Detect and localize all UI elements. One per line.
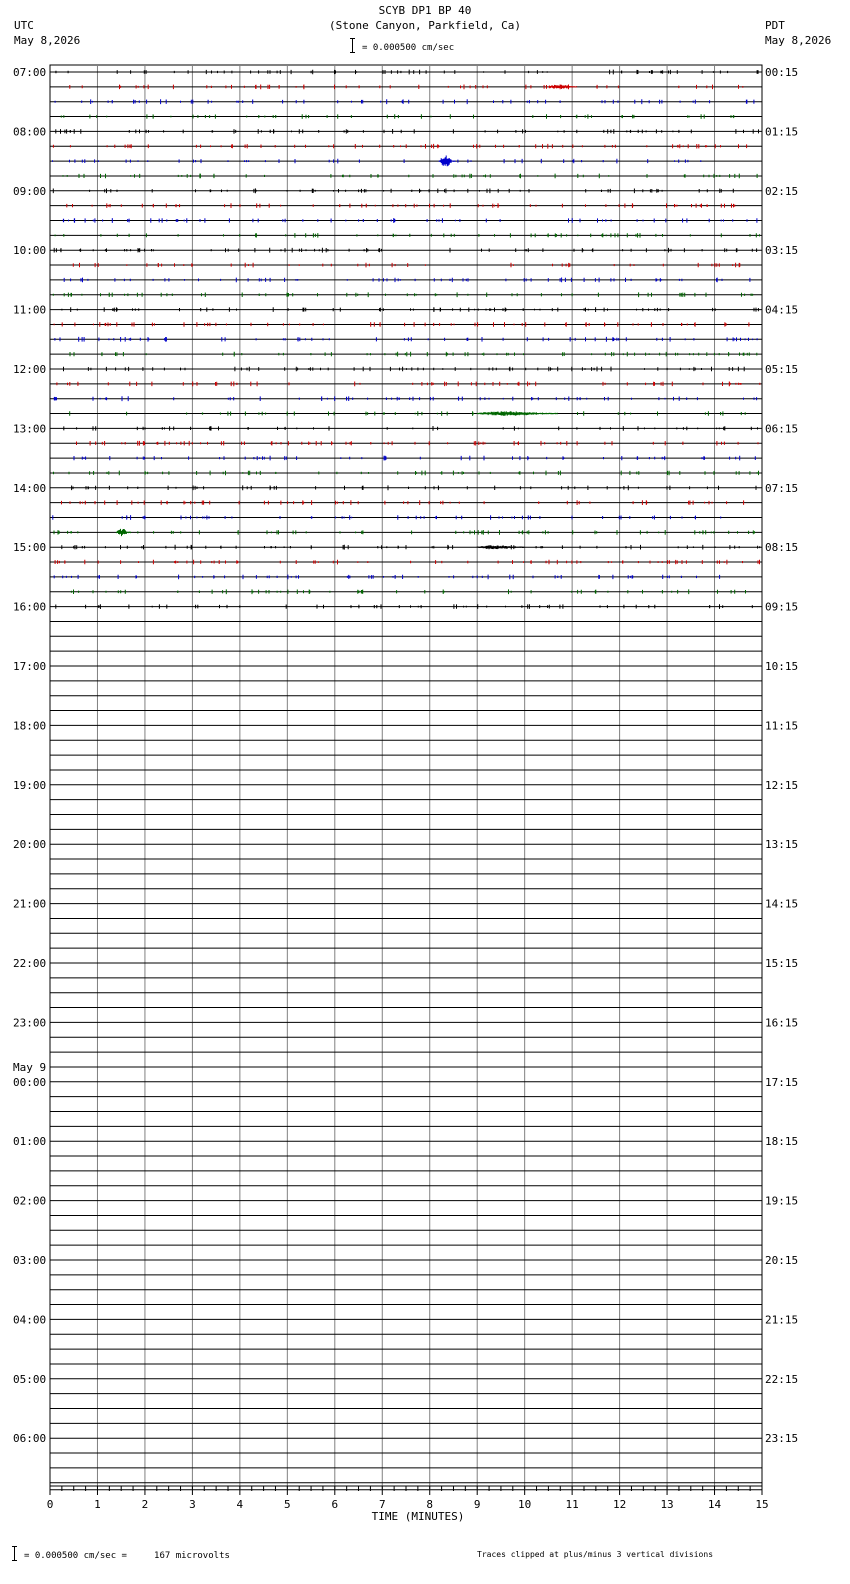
utc-hour-label: 07:00	[13, 66, 47, 79]
x-axis-title: TIME (MINUTES)	[371, 1510, 465, 1523]
pdt-hour-label: 22:15	[765, 1372, 799, 1386]
scale-label: = 0.000500 cm/sec	[362, 43, 455, 53]
x-tick-label: 8	[426, 1498, 434, 1511]
footer-scale-note: = 0.000500 cm/sec = 167 microvolts	[24, 1551, 230, 1561]
utc-hour-label: 23:00	[13, 1016, 47, 1030]
x-tick-label: 3	[189, 1498, 196, 1511]
utc-hour-label: 08:00	[13, 125, 47, 139]
utc-hour-label: 14:00	[13, 481, 47, 495]
x-tick-label: 5	[284, 1498, 291, 1511]
footer-scale-icon	[12, 1546, 17, 1561]
pdt-hour-label: 21:15	[765, 1313, 799, 1327]
station-location: (Stone Canyon, Parkfield, Ca)	[328, 19, 522, 32]
pdt-hour-label: 14:15	[765, 897, 799, 911]
pdt-hour-label: 12:15	[765, 778, 799, 792]
utc-hour-label: 17:00	[13, 660, 47, 673]
utc-hour-label: 13:00	[13, 422, 47, 436]
pdt-hour-label: 05:15	[765, 363, 799, 376]
x-tick-label: 11	[565, 1498, 579, 1511]
x-tick-label: 12	[612, 1498, 627, 1511]
utc-date: May 8,2026	[14, 34, 81, 47]
seismic-event	[477, 545, 524, 549]
x-tick-label: 9	[473, 1498, 481, 1511]
utc-hour-label: 15:00	[13, 541, 47, 555]
pdt-hour-label: 15:15	[765, 957, 799, 970]
pdt-hour-label: 06:15	[765, 422, 799, 436]
pdt-hour-label: 00:15	[765, 66, 799, 79]
pdt-label: PDT	[765, 19, 785, 32]
utc-hour-label: 21:00	[13, 897, 47, 911]
pdt-hour-label: 23:15	[765, 1432, 799, 1446]
utc-hour-label: 16:00	[13, 600, 47, 614]
utc-hour-label: 02:00	[13, 1194, 47, 1208]
pdt-hour-label: 10:15	[765, 660, 799, 673]
pdt-hour-label: 18:15	[765, 1135, 799, 1149]
utc-hour-label: 01:00	[13, 1135, 47, 1149]
pdt-date: May 8,2026	[765, 34, 832, 47]
seismic-event	[477, 411, 557, 416]
x-tick-label: 15	[755, 1498, 769, 1511]
utc-hour-label: 11:00	[13, 303, 47, 317]
pdt-hour-label: 03:15	[765, 244, 799, 258]
utc-hour-label: 09:00	[13, 184, 47, 198]
x-tick-label: 6	[331, 1498, 339, 1511]
utc-hour-label: 06:00	[13, 1432, 47, 1446]
pdt-hour-label: 11:15	[765, 719, 799, 733]
x-tick-label: 10	[518, 1498, 532, 1511]
x-tick-label: 13	[660, 1498, 674, 1511]
pdt-hour-label: 08:15	[765, 541, 799, 555]
x-tick-label: 2	[141, 1498, 149, 1511]
pdt-hour-label: 07:15	[765, 481, 799, 495]
page-title: SCYB DP1 BP 40	[378, 4, 472, 17]
utc-hour-label: 19:00	[13, 778, 47, 792]
pdt-hour-label: 04:15	[765, 303, 799, 317]
footer-clip-note: Traces clipped at plus/minus 3 vertical divisions	[477, 1550, 714, 1559]
utc-date-change-label: May 9	[13, 1060, 47, 1074]
x-tick-label: 1	[94, 1498, 101, 1511]
plot-frame	[50, 65, 762, 1490]
utc-hour-label: 12:00	[13, 363, 47, 376]
pdt-hour-label: 09:15	[765, 600, 799, 614]
pdt-hour-label: 16:15	[765, 1016, 799, 1030]
utc-hour-label: 22:00	[13, 957, 47, 970]
seismic-event	[117, 529, 131, 536]
pdt-hour-label: 20:15	[765, 1254, 799, 1267]
utc-hour-label: 00:00	[13, 1075, 47, 1089]
pdt-hour-label: 01:15	[765, 125, 799, 139]
x-tick-label: 14	[707, 1498, 722, 1511]
pdt-hour-label: 17:15	[765, 1075, 799, 1089]
pdt-hour-label: 13:15	[765, 838, 799, 852]
utc-hour-label: 18:00	[13, 719, 47, 733]
x-tick-label: 4	[236, 1498, 244, 1511]
utc-hour-label: 04:00	[13, 1313, 47, 1327]
utc-hour-label: 05:00	[13, 1372, 47, 1386]
pdt-hour-label: 19:15	[765, 1194, 799, 1208]
x-tick-label: 0	[46, 1498, 54, 1511]
pdt-hour-label: 02:15	[765, 184, 799, 198]
seismic-event	[439, 156, 455, 167]
x-tick-label: 7	[378, 1498, 386, 1511]
utc-label: UTC	[14, 19, 34, 32]
utc-hour-label: 03:00	[13, 1254, 47, 1267]
utc-hour-label: 10:00	[13, 244, 47, 258]
utc-hour-label: 20:00	[13, 838, 47, 852]
